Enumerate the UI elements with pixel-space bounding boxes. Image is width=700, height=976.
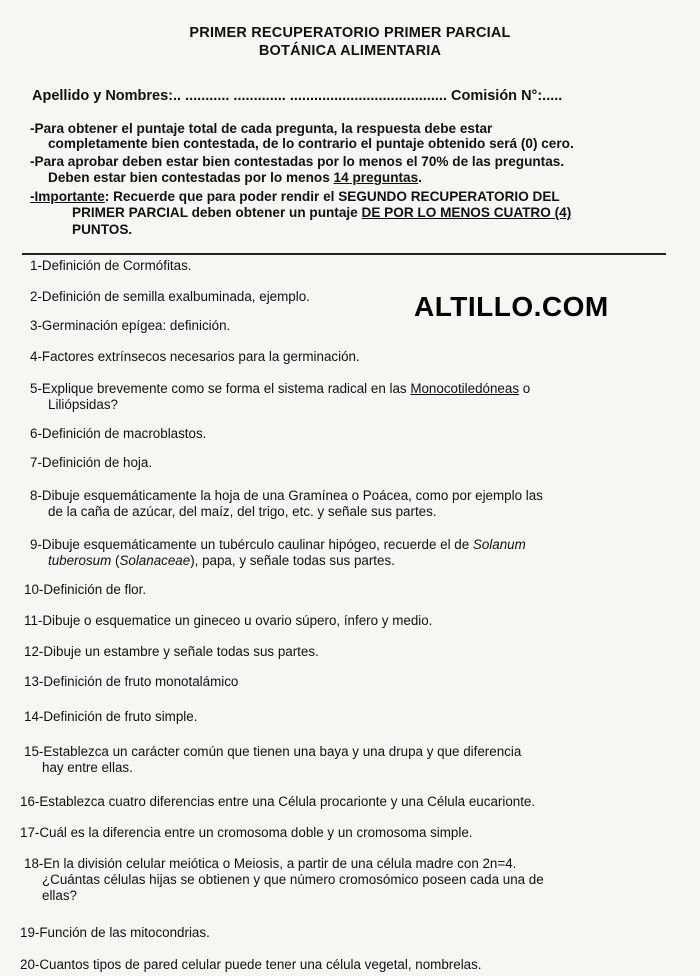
instruction-2: -Para aprobar deben estar bien contestadas por lo menos el 70% de las preguntas. [30,154,565,169]
question-1: 1-Definición de Cormófitas. [30,258,192,273]
question-2: 2-Definición de semilla exalbuminada, ejemplo. [30,289,310,304]
important-label: -Importante [30,189,105,204]
commission-label: Comisión N°:..... [450,88,563,104]
important-note-cont: PRIMER PARCIAL deben obtener un puntaje DE POR LO MENOS CUATRO (4) [72,205,572,220]
required-questions-count: 14 preguntas [333,170,419,185]
question-5: 5-Explique brevemente como se forma el sistema radical en las Monocotiledóneas o Liliópsidas? [30,381,531,412]
question-4: 4-Factores extrínsecos necesarios para la germinación. [30,349,360,364]
question-13: 13-Definición de fruto monotalámico [24,674,239,689]
question-15: 15-Establezca un carácter común que tienen una baya y una drupa y que diferencia hay entre ellas. [24,744,522,775]
instruction-2-cont: Deben estar bien contestadas por lo menos 14 preguntas. [48,170,422,185]
question-3: 3-Germinación epígea: definición. [30,318,231,333]
exam-title-line2: BOTÁNICA ALIMENTARIA [258,43,442,59]
student-name-blank: ........... ............. ....................................... [185,88,447,104]
watermark-logo: ALTILLO.COM [414,291,609,322]
exam-title-line1: PRIMER RECUPERATORIO PRIMER PARCIAL [189,25,511,41]
question-6: 6-Definición de macroblastos. [30,426,207,441]
question-14: 14-Definición de fruto simple. [24,709,198,724]
important-note-cont2: PUNTOS. [72,222,133,237]
student-name-line [32,88,562,104]
question-19: 19-Función de las mitocondrias. [20,925,210,940]
question-11: 11-Dibuje o esquematice un gineceo u ovario súpero, ínfero y medio. [24,613,433,628]
question-17: 17-Cuál es la diferencia entre un cromosoma doble y un cromosoma simple. [20,825,473,840]
important-note: -Importante: Recuerde que para poder rendir el SEGUNDO RECUPERATORIO DEL [30,189,560,204]
student-name-label: Apellido y Nombres:.. [32,88,182,104]
question-12: 12-Dibuje un estambre y señale todas sus partes. [24,644,319,659]
instruction-1-cont: completamente bien contestada, de lo contrario el puntaje obtenido será (0) cero. [48,136,574,151]
minimum-score: DE POR LO MENOS CUATRO (4) [361,205,572,220]
question-8: 8-Dibuje esquemáticamente la hoja de una Gramínea o Poácea, como por ejemplo las de la caña de azúcar, del maíz, del trigo, etc. y señale sus partes. [30,488,543,519]
question-20: 20-Cuantos tipos de pared celular puede tener una célula vegetal, nombrelas. [20,957,482,972]
question-16: 16-Establezca cuatro diferencias entre una Célula procarionte y una Célula eucarionte. [20,794,536,809]
instruction-1: -Para obtener el puntaje total de cada pregunta, la respuesta debe estar [30,121,493,136]
question-18: 18-En la división celular meiótica o Meiosis, a partir de una célula madre con 2n=4. ¿Cuántas células hijas se obtienen y que número cromosómico poseen cada una de ellas? [24,856,544,903]
question-7: 7-Definición de hoja. [30,455,153,470]
question-10: 10-Definición de flor. [24,582,147,597]
question-9: 9-Dibuje esquemáticamente un tubérculo caulinar hipógeo, recuerde el de Solanum tuberosum (Solanaceae), papa, y señale todas sus partes. [30,537,526,568]
separator-rule [22,253,666,255]
